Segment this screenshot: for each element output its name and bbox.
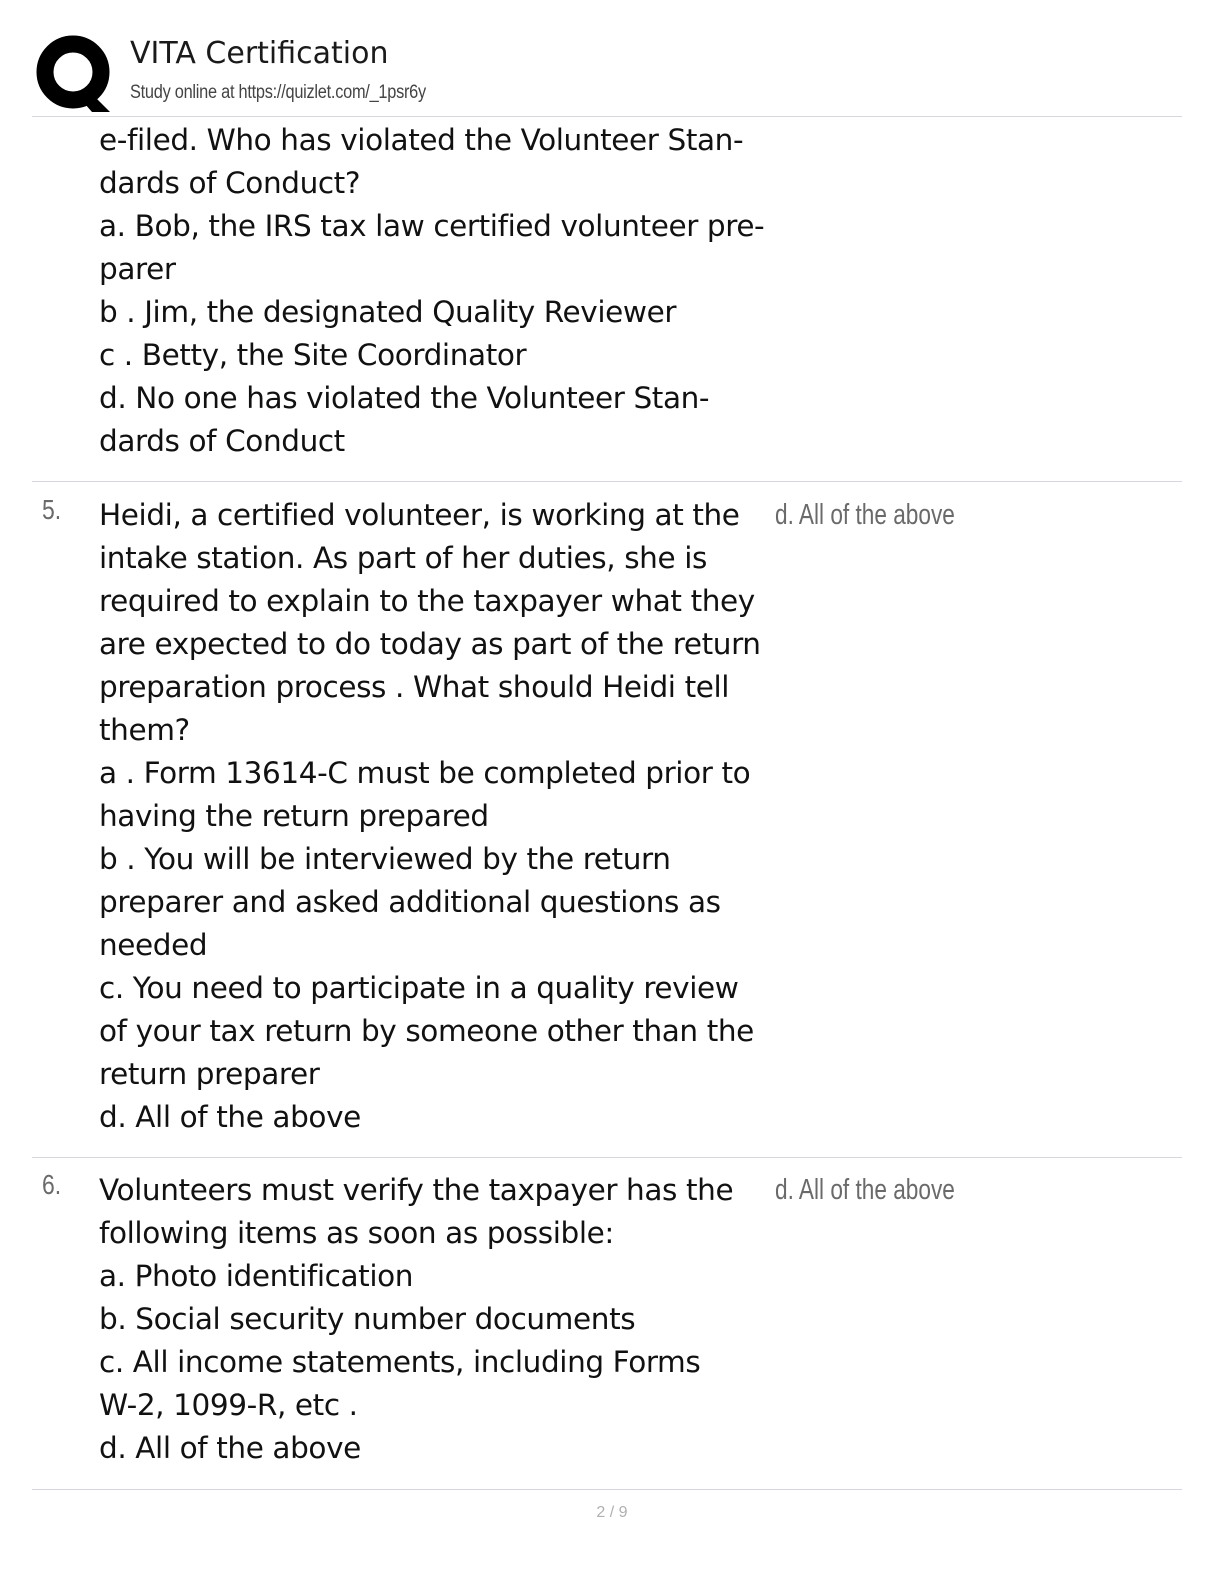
question-line: c . Betty, the Site Coordinator: [99, 338, 527, 372]
divider: [32, 481, 1182, 482]
question-line: W-2, 1099-R, etc .: [99, 1388, 358, 1422]
question-line: intake station. As part of her duties, she is: [99, 541, 707, 575]
question-line: preparer and asked additional questions as: [99, 885, 721, 919]
question-line: a. Bob, the IRS tax law certified volunteer pre-: [99, 209, 765, 243]
divider: [32, 1157, 1182, 1158]
question-line: are expected to do today as part of the return: [99, 627, 761, 661]
question-line: having the return prepared: [99, 799, 489, 833]
question-line: required to explain to the taxpayer what they: [99, 584, 755, 618]
answer-text: d. All of the above: [775, 499, 955, 531]
page-title: VITA Certification: [130, 36, 389, 71]
divider: [32, 116, 1182, 117]
question-line: them?: [99, 713, 190, 747]
question-line: dards of Conduct?: [99, 166, 361, 200]
question-line: d. All of the above: [99, 1431, 361, 1465]
question-line: b . Jim, the designated Quality Reviewer: [99, 295, 677, 329]
question-line: needed: [99, 928, 208, 962]
question-line: Volunteers must verify the taxpayer has the: [99, 1173, 734, 1207]
quizlet-logo-icon: [34, 34, 114, 114]
question-line: of your tax return by someone other than the: [99, 1014, 754, 1048]
question-number: 5.: [42, 494, 62, 525]
question-line: e-filed. Who has violated the Volunteer Stan-: [99, 123, 744, 157]
page-number: 2 / 9: [596, 1504, 628, 1521]
answer-text: d. All of the above: [775, 1174, 955, 1206]
question-line: d. All of the above: [99, 1100, 361, 1134]
question-line: d. No one has violated the Volunteer Stan-: [99, 381, 710, 415]
question-line: following items as soon as possible:: [99, 1216, 614, 1250]
question-line: c. You need to participate in a quality review: [99, 971, 739, 1005]
question-line: dards of Conduct: [99, 424, 345, 458]
study-online-link[interactable]: Study online at https://quizlet.com/_1psr6y: [130, 82, 426, 103]
question-line: b. Social security number documents: [99, 1302, 636, 1336]
question-line: a . Form 13614-C must be completed prior to: [99, 756, 751, 790]
question-text: [99, 1169, 789, 1470]
question-text: [99, 119, 789, 463]
divider: [32, 1489, 1182, 1490]
question-line: Heidi, a certified volunteer, is working at the: [99, 498, 740, 532]
question-line: a. Photo identification: [99, 1259, 414, 1293]
question-line: c. All income statements, including Forms: [99, 1345, 701, 1379]
question-text: [99, 494, 789, 1139]
question-line: return preparer: [99, 1057, 320, 1091]
question-number: 6.: [42, 1169, 62, 1200]
page-header: [32, 30, 1182, 116]
question-line: preparation process . What should Heidi tell: [99, 670, 730, 704]
question-line: b . You will be interviewed by the return: [99, 842, 671, 876]
question-line: parer: [99, 252, 176, 286]
